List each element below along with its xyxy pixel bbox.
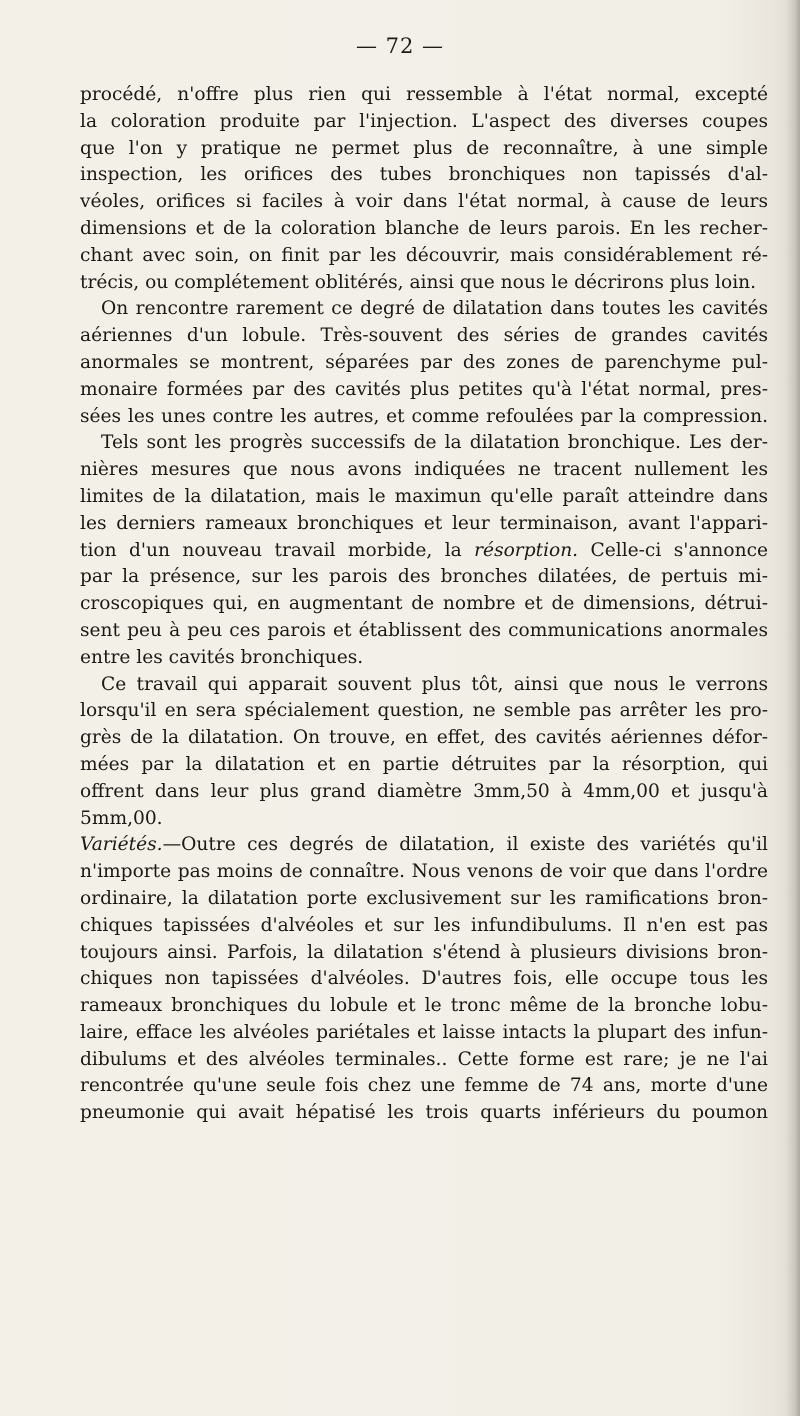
italic-term: résorption.: [474, 539, 579, 561]
text-line: que l'on y pratique ne permet plus de reconnaître, à une simple: [80, 137, 768, 159]
text-line: procédé, n'offre plus rien qui ressemble à l'état normal, excepté: [80, 84, 768, 105]
text-line: Ce travail qui apparait souvent plus tôt, ainsi que nous le verrons: [101, 673, 768, 695]
text-line: monaire formées par des cavités plus petites qu'à l'état normal, pres-: [80, 378, 768, 400]
text-line: 5mm,00.: [80, 807, 163, 829]
text-line: dibulums et des alvéoles terminales.. Cette forme est rare; je ne l'ai: [80, 1048, 768, 1070]
page-edge-shadow: [786, 0, 800, 1416]
text-segment: Celle-ci s'annonce: [578, 539, 768, 561]
text-line: sées les unes contre les autres, et comme refoulées par la compression.: [80, 405, 768, 427]
paragraph-3: [80, 430, 768, 671]
text-line: sent peu à peu ces parois et établissent des communications anormales: [80, 619, 768, 641]
text-line: ordinaire, la dilatation porte exclusivement sur les ramifications bron-: [80, 887, 768, 909]
text-line: les derniers rameaux bronchiques et leur terminaison, avant l'appari-: [80, 512, 768, 534]
paragraph-2: [80, 296, 768, 430]
text-line: mées par la dilatation et en partie détruites par la résorption, qui: [80, 753, 768, 775]
text-line: inspection, les orifices des tubes bronchiques non tapissés d'al-: [80, 164, 768, 186]
paragraph-5: [80, 832, 768, 1127]
text-line: limites de la dilatation, mais le maximun qu'elle paraît atteindre dans: [80, 485, 768, 507]
text-line: croscopiques qui, en augmentant de nombre et de dimensions, détrui-: [80, 593, 768, 615]
text-line: anormales se montrent, séparées par des zones de parenchyme pul-: [80, 351, 768, 373]
text-line: trécis, ou complétement oblitérés, ainsi que nous le décrirons plus loin.: [80, 271, 757, 293]
paragraph-4: [80, 672, 768, 833]
text-line: rencontrée qu'une seule fois chez une femme de 74 ans, morte d'une: [80, 1075, 768, 1097]
text-line: véoles, orifices si faciles à voir dans l'état normal, à cause de leurs: [80, 191, 768, 213]
text-segment: —Outre ces degrés de dilatation, il existe des variétés qu'il: [162, 834, 768, 856]
text-line: la coloration produite par l'injection. L'aspect des diverses coupes: [80, 110, 768, 132]
text-line: pneumonie qui avait hépatisé les trois quarts inférieurs du poumon: [80, 1102, 768, 1124]
text-line: entre les cavités bronchiques.: [80, 646, 364, 668]
text-line: chant avec soin, on finit par les découvrir, mais considérablement ré-: [80, 244, 768, 266]
text-line: dimensions et de la coloration blanche de leurs parois. En les recher-: [80, 217, 768, 239]
text-line: toujours ainsi. Parfois, la dilatation s'étend à plusieurs divisions bron-: [80, 941, 768, 963]
section-heading-italic: Variétés.: [80, 834, 163, 856]
body-text: [80, 82, 768, 1127]
text-line: lorsqu'il en sera spécialement question, ne semble pas arrêter les pro-: [80, 700, 768, 722]
text-segment: tion d'un nouveau travail morbide, la: [80, 539, 475, 561]
paragraph-1: [80, 82, 768, 296]
text-line: rameaux bronchiques du lobule et le tronc même de la bronche lobu-: [80, 995, 768, 1017]
text-line: laire, efface les alvéoles pariétales et laisse intacts la plupart des infun-: [80, 1021, 768, 1043]
text-line: aériennes d'un lobule. Très-souvent des séries de grandes cavités: [80, 325, 768, 347]
text-line: On rencontre rarement ce degré de dilatation dans toutes les cavités: [101, 298, 768, 320]
page-number: — 72 —: [355, 34, 445, 58]
text-line: nières mesures que nous avons indiquées ne tracent nullement les: [80, 459, 768, 481]
text-line-with-italic: [80, 538, 768, 565]
text-line: n'importe pas moins de connaître. Nous venons de voir que dans l'ordre: [80, 861, 768, 883]
text-line: par la présence, sur les parois des bronches dilatées, de pertuis mi-: [80, 566, 768, 588]
text-line-with-italic: [80, 832, 768, 859]
text-line: chiques tapissées d'alvéoles et sur les infundibulums. Il n'en est pas: [80, 914, 768, 936]
text-line: chiques non tapissées d'alvéoles. D'autres fois, elle occupe tous les: [80, 968, 768, 990]
text-line: offrent dans leur plus grand diamètre 3mm,50 à 4mm,00 et jusqu'à: [80, 780, 768, 802]
text-line: grès de la dilatation. On trouve, en effet, des cavités aériennes défor-: [80, 727, 768, 749]
text-line: Tels sont les progrès successifs de la dilatation bronchique. Les der-: [101, 432, 768, 454]
